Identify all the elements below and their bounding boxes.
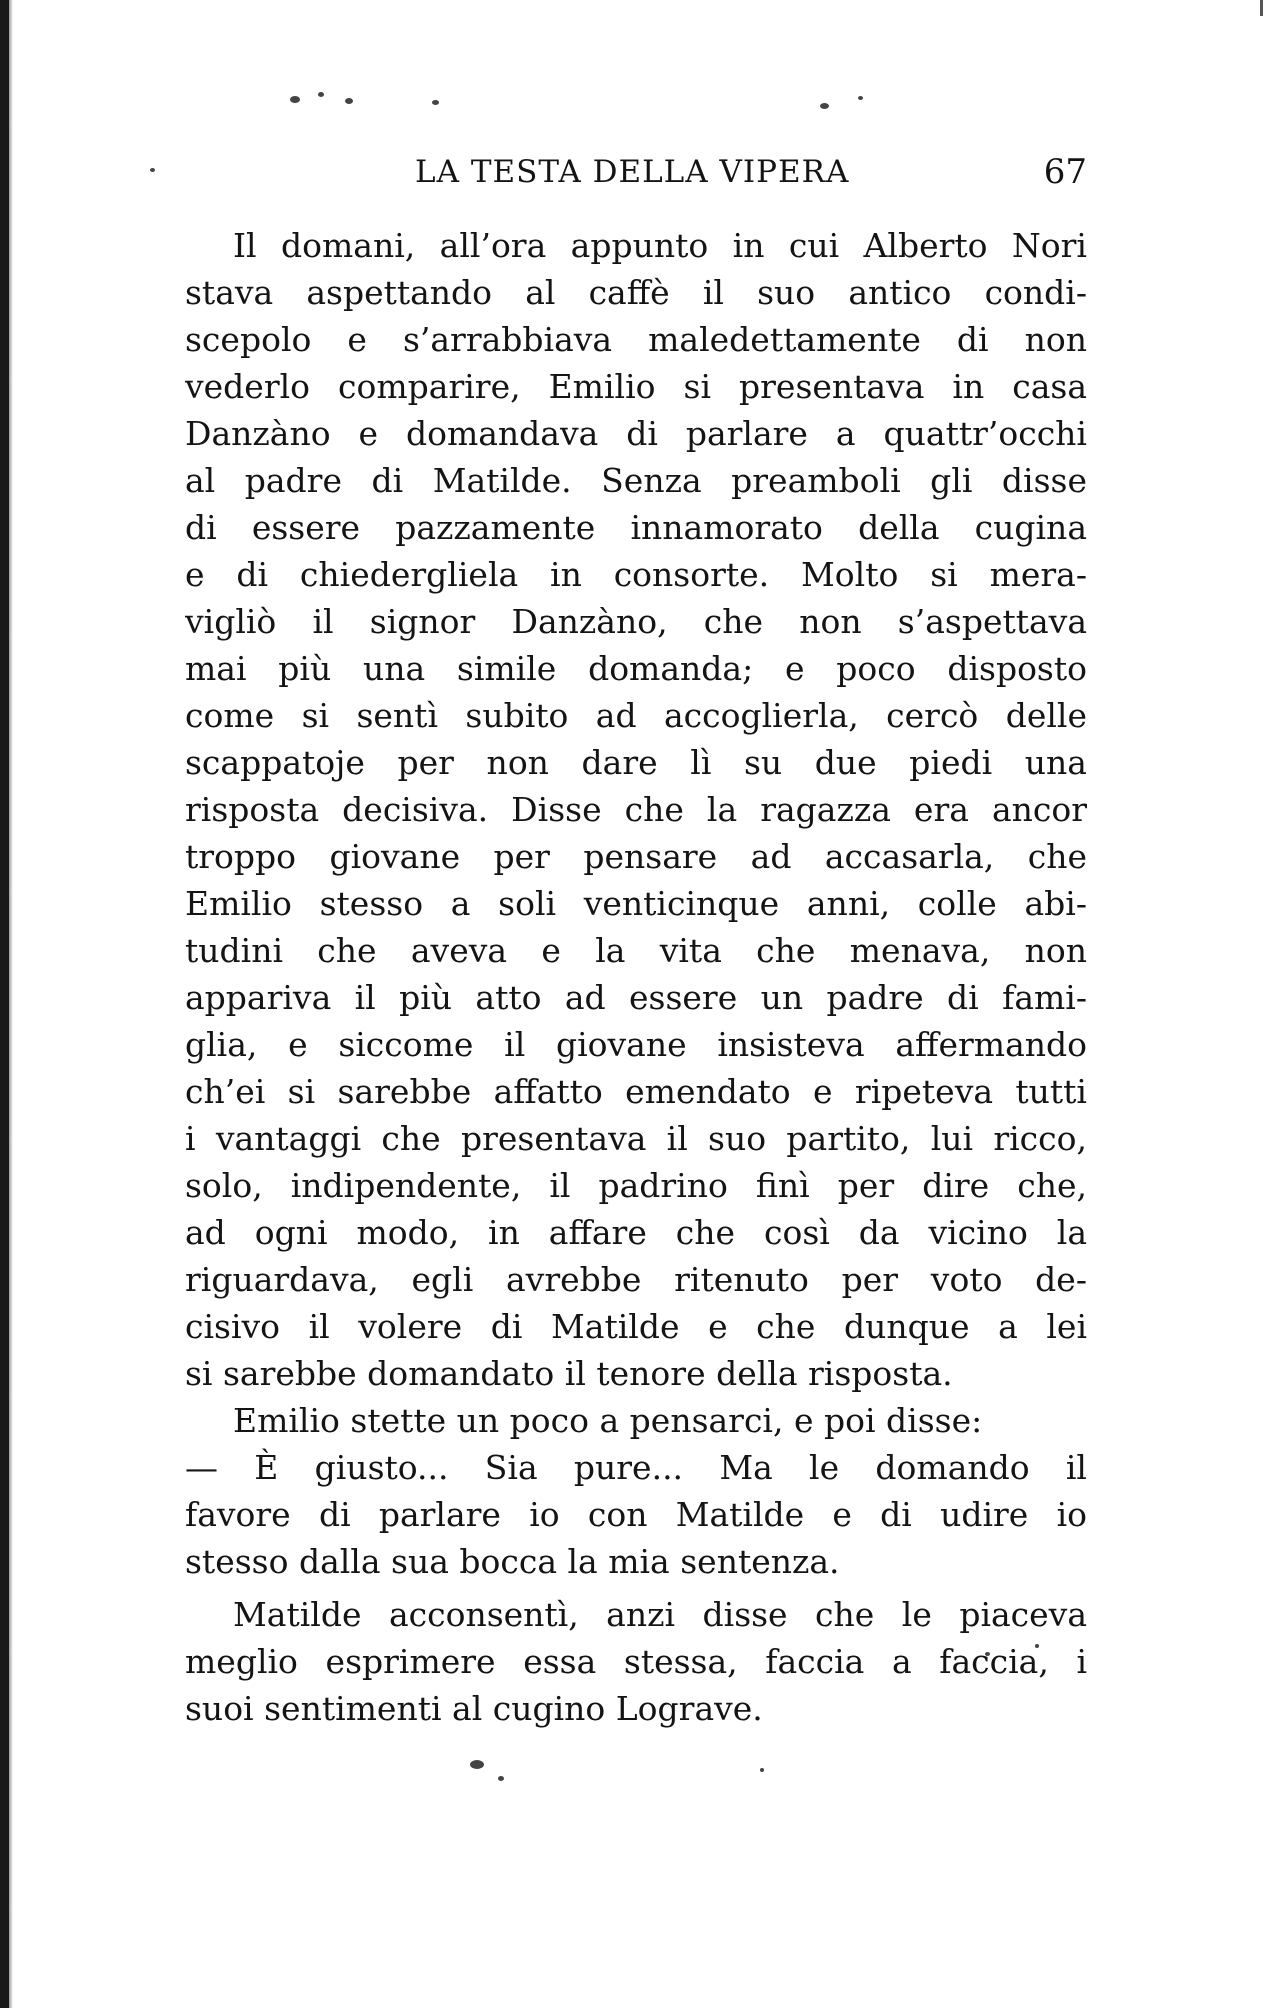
text-line: cisivo il volere di Matilde e che dunque a lei bbox=[185, 1307, 1087, 1346]
text-line: tudini che aveva e la vita che menava, non bbox=[185, 931, 1087, 970]
text-line: vigliò il signor Danzàno, che non s’aspettava bbox=[185, 602, 1087, 641]
text-line: come si sentì subito ad accoglierla, cercò delle bbox=[185, 696, 1087, 735]
print-speck bbox=[290, 96, 300, 103]
text-line: favore di parlare io con Matilde e di udire io bbox=[185, 1495, 1087, 1534]
print-speck bbox=[432, 100, 439, 105]
text-line: e di chiedergliela in consorte. Molto si mera- bbox=[185, 555, 1087, 594]
text-line: stava aspettando al caffè il suo antico condi- bbox=[185, 273, 1087, 312]
text-line: stesso dalla sua bocca la mia sentenza. bbox=[185, 1542, 840, 1581]
print-speck bbox=[470, 1760, 484, 1769]
print-speck bbox=[318, 92, 324, 97]
print-speck bbox=[858, 96, 863, 100]
page-binding-shadow bbox=[9, 0, 13, 2008]
body-text bbox=[185, 222, 1087, 1732]
print-speck bbox=[760, 1768, 764, 1772]
running-header bbox=[185, 150, 1087, 194]
text-line: scappatoje per non dare lì su due piedi una bbox=[185, 743, 1087, 782]
text-line: troppo giovane per pensare ad accasarla, che bbox=[185, 837, 1087, 876]
text-line: ch’ei si sarebbe affatto emendato e ripeteva tutti bbox=[185, 1072, 1087, 1111]
print-speck bbox=[345, 98, 353, 104]
text-line: Emilio stesso a soli venticinque anni, colle abi- bbox=[185, 884, 1087, 923]
text-line: suoi sentimenti al cugino Lograve. bbox=[185, 1689, 763, 1728]
page-binding-edge bbox=[0, 0, 9, 2008]
scan-mark bbox=[1260, 0, 1263, 16]
text-line: riguardava, egli avrebbe ritenuto per voto de- bbox=[185, 1260, 1087, 1299]
text-line: glia, e siccome il giovane insisteva affermando bbox=[185, 1025, 1087, 1064]
text-line: i vantaggi che presentava il suo partito, lui ricco, bbox=[185, 1119, 1087, 1158]
text-line: ad ogni modo, in affare che così da vicino la bbox=[185, 1213, 1087, 1252]
text-line: Il domani, all’ora appunto in cui Alberto Nori bbox=[233, 226, 1087, 265]
text-line: risposta decisiva. Disse che la ragazza era ancor bbox=[185, 790, 1087, 829]
text-line: scepolo e s’arrabbiava maledettamente di non bbox=[185, 320, 1087, 359]
print-speck bbox=[150, 168, 155, 172]
print-speck bbox=[820, 103, 829, 109]
running-title: LA TESTA DELLA VIPERA bbox=[415, 154, 850, 190]
text-line: si sarebbe domandato il tenore della risposta. bbox=[185, 1354, 953, 1393]
text-line: Matilde acconsentì, anzi disse che le piaceva bbox=[233, 1595, 1087, 1634]
text-line: mai più una simile domanda; e poco disposto bbox=[185, 649, 1087, 688]
text-line: al padre di Matilde. Senza preamboli gli disse bbox=[185, 461, 1087, 500]
page-number: 67 bbox=[1043, 152, 1087, 192]
text-line: appariva il più atto ad essere un padre di fami- bbox=[185, 978, 1087, 1017]
text-line: solo, indipendente, il padrino finì per dire che, bbox=[185, 1166, 1087, 1205]
text-line: meglio esprimere essa stessa, faccia a faccia, i bbox=[185, 1642, 1087, 1681]
text-line: Emilio stette un poco a pensarci, e poi disse: bbox=[233, 1401, 983, 1440]
text-line: — È giusto... Sia pure... Ma le domando il bbox=[185, 1448, 1087, 1487]
print-speck bbox=[498, 1776, 504, 1781]
text-line: vederlo comparire, Emilio si presentava in casa bbox=[185, 367, 1087, 406]
text-line: Danzàno e domandava di parlare a quattr’occhi bbox=[185, 414, 1087, 453]
text-line: di essere pazzamente innamorato della cugina bbox=[185, 508, 1087, 547]
